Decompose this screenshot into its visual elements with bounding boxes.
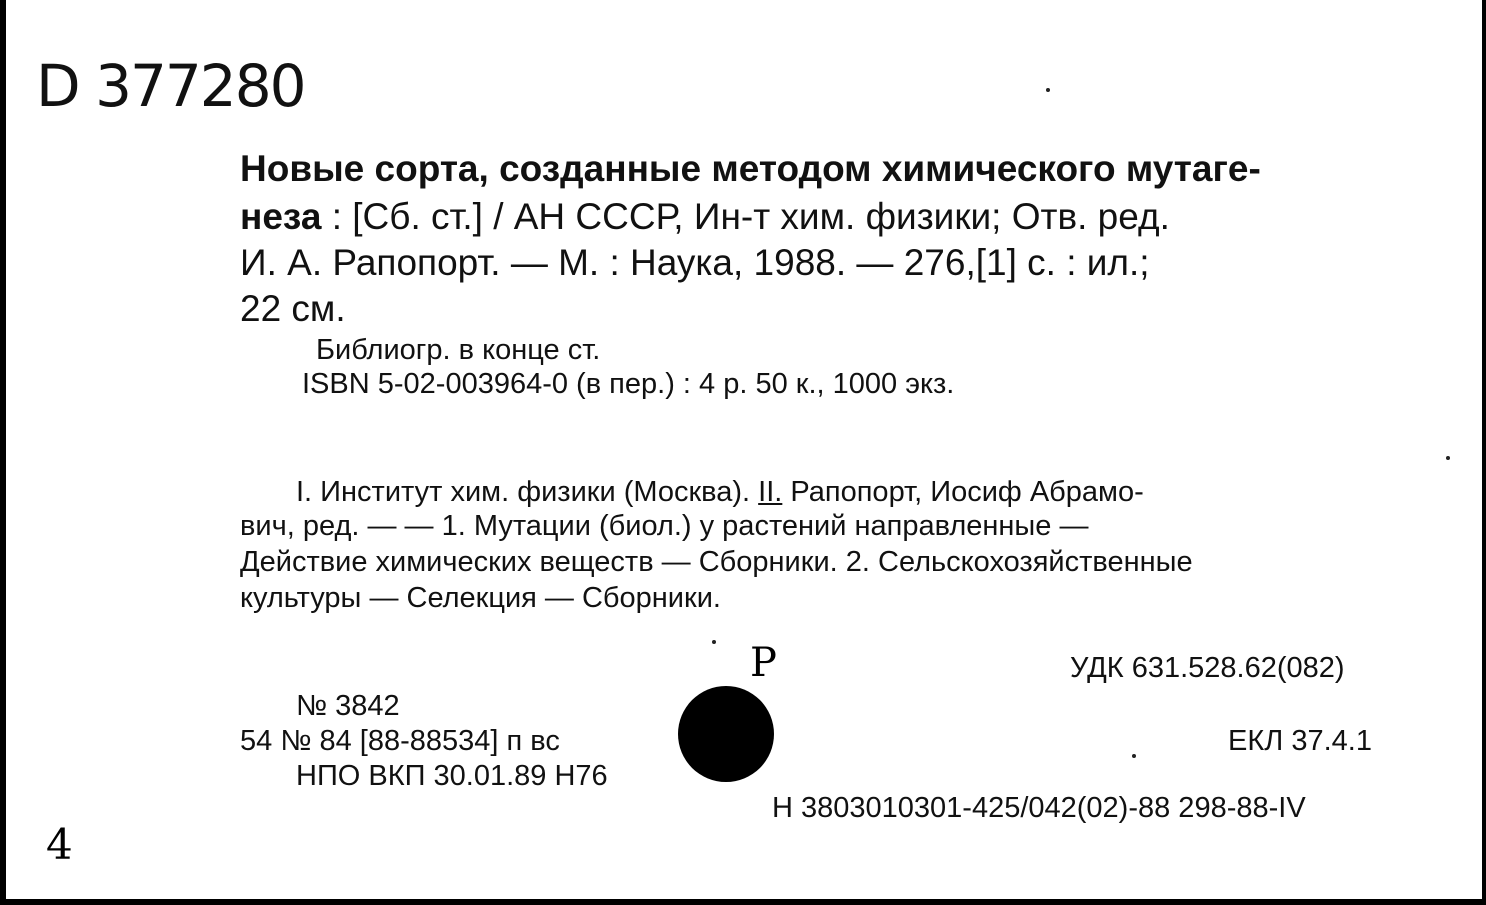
subject-roman-two: II. — [758, 476, 783, 508]
subject-line-4: культуры — Селекция — Сборники. — [240, 582, 721, 614]
handwritten-mark-left: 4 — [46, 820, 73, 869]
order-line-3: НПО ВКП 30.01.89 Н76 — [296, 760, 608, 792]
ekl-code: ЕКЛ 37.4.1 — [1228, 725, 1372, 757]
order-line-2: 54 № 84 [88-88534] п вс — [240, 725, 560, 757]
subject-line-1-a: I. Институт хим. физики (Москва). — [296, 476, 751, 508]
order-number: № 3842 — [296, 690, 400, 722]
subject-line-1 — [296, 476, 1144, 509]
title-line-2-bold: неза — [240, 196, 322, 237]
isbn-note: ISBN 5-02-003964-0 (в пер.) : 4 р. 50 к., 1000 экз. — [302, 368, 955, 400]
title-line-3: И. А. Рапопорт. — М. : Наука, 1988. — 276,[1] с. : ил.; — [240, 242, 1150, 283]
title-line-2 — [240, 196, 1170, 238]
handwritten-mark: P — [750, 640, 777, 686]
speck — [1132, 754, 1136, 758]
speck — [1446, 456, 1450, 460]
subject-line-1-b: Рапопорт, Иосиф Абрамо- — [790, 476, 1144, 508]
speck — [1046, 88, 1050, 92]
bibliography-note: Библиогр. в конце ст. — [316, 334, 601, 366]
shelf-mark: D 377280 — [36, 52, 305, 120]
speck — [712, 640, 716, 644]
title-line-1: Новые сорта, созданные методом химического мутаге- — [240, 148, 1261, 189]
classification-code: Н 3803010301-425/042(02)-88 298-88-IV — [772, 792, 1306, 824]
subject-line-3: Действие химических веществ — Сборники. 2. Сельскохозяйственные — [240, 546, 1193, 578]
title-line-2-rest: : [Сб. ст.] / АН СССР, Ин-т хим. физики; Отв. ред. — [331, 196, 1170, 237]
udk-code: УДК 631.528.62(082) — [1070, 652, 1345, 684]
title-line-4: 22 см. — [240, 288, 346, 329]
punch-hole — [678, 686, 774, 782]
subject-line-2: вич, ред. — — 1. Мутации (биол.) у растений направленные — — [240, 510, 1089, 542]
catalog-card — [6, 0, 1482, 899]
